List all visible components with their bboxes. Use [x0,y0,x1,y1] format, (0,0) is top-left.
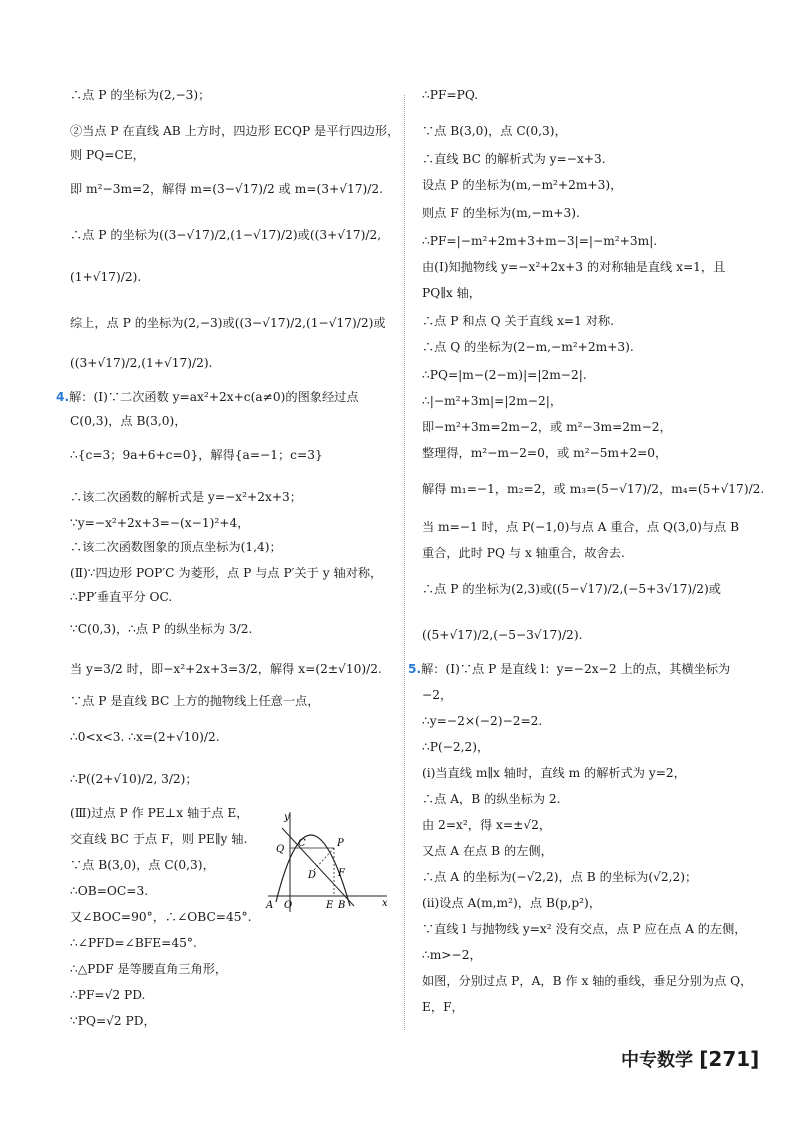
line-text: (1+√17)/2). [70,270,142,284]
right-line [422,314,614,328]
right-line [422,766,686,780]
left-line [70,910,252,924]
right-line [422,234,657,248]
right-line [422,974,752,988]
line-text: (ⅰ)当直线 m∥x 轴时，直线 m 的解析式为 y=2， [422,766,686,780]
right-line [422,628,582,642]
line-text: 当 m=−1 时，点 P(−1,0)与点 A 重合，点 Q(3,0)与点 B [422,520,740,534]
line-text: 即−m²+3m=2m−2，或 m²−3m=2m−2， [422,420,672,434]
footer-title: 中专数学 [621,1050,693,1071]
column-divider [404,95,405,1030]
parabola-figure [262,806,392,916]
left-line [70,316,386,330]
line-text: ∴点 A 的坐标为(−√2,2)，点 B 的坐标为(√2,2)； [422,870,698,884]
right-line [422,394,562,408]
left-line [70,988,145,1002]
line-text: 则 PQ=CE， [70,148,145,162]
line-text: ∴PF=|−m²+2m+3+m−3|=|−m²+3m|. [422,234,658,248]
left-line [70,566,382,580]
right-line [422,582,721,596]
line-text: ∴该二次函数图象的顶点坐标为(1,4)； [70,540,282,554]
left-line [70,590,172,604]
left-line [70,414,187,428]
line-text: 交直线 BC 于点 F，则 PE∥y 轴. [70,832,248,846]
left-line [56,390,359,404]
left-line [70,148,145,162]
line-text: 解得 m₁=−1，m₂=2，或 m₃=(5−√17)/2，m₄=(5+√17)/2. [422,482,765,496]
right-line [422,178,622,192]
line-text: ∴{c=3；9a+6+c=0}，解得{a=−1；c=3} [70,448,323,462]
left-line [70,832,247,846]
line-text: ((5+√17)/2,(−5−3√17)/2). [422,628,583,642]
label-y: y [284,812,290,823]
line-text: ∴PP′垂直平分 OC. [70,590,173,604]
line-text: 即 m²−3m=2，解得 m=(3−√17)/2 或 m=(3+√17)/2. [70,182,383,196]
line-text: ∴y=−2×(−2)−2=2. [422,714,543,728]
line-text: ∴|−m²+3m|=|2m−2|， [422,394,563,408]
line-text: ∵PQ=√2 PD， [70,1014,156,1028]
left-line [70,270,141,284]
label-c: C [298,838,306,849]
label-a: A [266,900,274,911]
line-text: ∵点 B(3,0)，点 C(0,3)， [70,858,215,872]
line-text: (ⅱ)设点 A(m,m²)，点 B(p,p²)， [422,896,602,910]
segment-pd [314,848,334,870]
left-line [70,1014,156,1028]
right-line [422,88,478,102]
line-text: ∴∠PFD=∠BFE=45°. [70,936,197,950]
left-line [70,516,249,530]
line-text: 综上，点 P 的坐标为(2,−3)或((3−√17)/2,(1−√17)/2)或 [70,316,386,330]
line-text: 又点 A 在点 B 的左侧， [422,844,553,858]
line-text: 解：(Ⅰ)∵二次函数 y=ax²+2x+c(a≠0)的图象经过点 [69,390,359,404]
right-line [422,446,667,460]
page-number: 271 [708,1047,751,1071]
left-line [70,182,383,196]
line-text: ∴△PDF 是等腰直角三角形， [70,962,228,976]
right-line [408,662,730,676]
line-text: 整理得，m²−m−2=0，或 m²−5m+2=0， [422,446,668,460]
line-text: ∵点 P 是直线 BC 上方的抛物线上任意一点， [70,694,320,708]
line-text: ∴点 P 的坐标为((3−√17)/2,(1−√17)/2)或((3+√17)/2, [70,228,382,242]
right-line [422,482,764,496]
left-line [70,730,220,744]
label-q: Q [276,844,285,855]
problem-number: 5. [408,662,422,676]
left-line [70,936,197,950]
right-line [422,870,697,884]
line-text: −2， [422,688,453,702]
label-b: B [338,900,346,911]
line-text: C(0,3)，点 B(3,0)， [70,414,187,428]
line-text: ∴点 P 的坐标为(2,−3)； [70,88,211,102]
line-text: ②当点 P 在直线 AB 上方时，四边形 ECQP 是平行四边形， [70,124,400,138]
line-text: 如图，分别过点 P，A，B 作 x 轴的垂线，垂足分别为点 Q， [422,974,753,988]
line-text: ∴0<x<3. ∴x=(2+√10)/2. [70,730,220,744]
line-text: ∵y=−x²+2x+3=−(x−1)²+4， [70,516,250,530]
left-line [70,124,399,138]
label-o: O [284,900,293,911]
line-text: ∴m>−2， [422,948,482,962]
right-line [422,948,482,962]
right-line [422,688,452,702]
line-text: ∴PF=PQ. [422,88,479,102]
left-line [70,806,248,820]
right-line [422,206,580,220]
right-line [422,260,725,274]
line-text: ∴P((2+√10)/2, 3/2)； [70,772,198,786]
line-text: ∴PQ=|m−(2−m)|=|2m−2|. [422,368,587,382]
page-footer: 中专数学 [271] [621,1047,760,1071]
line-text: ∵C(0,3)，∴点 P 的纵坐标为 3/2. [70,622,253,636]
left-line [70,772,198,786]
line-text: 解：(Ⅰ)∵点 P 是直线 l：y=−2x−2 上的点，其横坐标为 [421,662,731,676]
left-line [70,884,148,898]
right-line [422,152,606,166]
label-d: D [308,870,317,881]
left-line [70,622,252,636]
line-text: ∴点 P 和点 Q 关于直线 x=1 对称. [422,314,615,328]
line-text: 又∠BOC=90°，∴∠OBC=45°. [70,910,252,924]
line-text: ∴点 P 的坐标为(2,3)或((5−√17)/2,(−5+3√17)/2)或 [422,582,721,596]
line-text: ∴直线 BC 的解析式为 y=−x+3. [422,152,606,166]
line-text: ∴OB=OC=3. [70,884,149,898]
right-line [422,896,601,910]
line-text: 当 y=3/2 时，即−x²+2x+3=3/2，解得 x=(2±√10)/2. [70,662,382,676]
line-text: (Ⅲ)过点 P 作 PE⊥x 轴于点 E， [70,806,249,820]
line-text: ((3+√17)/2,(1+√17)/2). [70,356,213,370]
right-line [422,740,489,754]
line-text: ∴P(−2,2)， [422,740,490,754]
right-line [422,340,634,354]
label-e: E [326,900,334,911]
line-text: PQ∥x 轴， [422,286,481,300]
line-text: ∴PF=√2 PD. [70,988,146,1002]
left-line [70,962,227,976]
right-line [422,286,481,300]
right-line [422,714,542,728]
line-text: ∵点 B(3,0)，点 C(0,3)， [422,124,567,138]
right-line [422,792,561,806]
problem-number: 4. [56,390,70,404]
right-line [422,546,625,560]
right-line [422,520,739,534]
left-line [70,540,282,554]
left-line [70,356,212,370]
right-line [422,420,672,434]
right-line [422,818,551,832]
left-line [70,694,319,708]
line-text: 由 2=x²，得 x=±√2， [422,818,552,832]
left-line [70,88,210,102]
left-line [70,662,382,676]
line-text: 则点 F 的坐标为(m,−m+3). [422,206,580,220]
line-text: E，F， [422,1000,464,1014]
line-text: ∴点 Q 的坐标为(2−m,−m²+2m+3). [422,340,634,354]
line-text: 由(Ⅰ)知抛物线 y=−x²+2x+3 的对称轴是直线 x=1，且 [422,260,726,274]
label-p: P [337,838,344,849]
line-text: (Ⅱ)∵四边形 POP′C 为菱形，点 P 与点 P′关于 y 轴对称， [70,566,383,580]
label-x: x [382,898,388,909]
right-line [422,1000,464,1014]
right-line [422,922,747,936]
right-line [422,368,587,382]
right-line [422,124,567,138]
line-text: ∴该二次函数的解析式是 y=−x²+2x+3； [70,490,302,504]
line-text: ∴点 A，B 的纵坐标为 2. [422,792,561,806]
left-line [70,228,381,242]
left-line [70,490,302,504]
line-text: 重合，此时 PQ 与 x 轴重合，故舍去. [422,546,625,560]
right-line [422,844,553,858]
label-f: F [338,868,345,879]
line-text: 设点 P 的坐标为(m,−m²+2m+3)， [422,178,623,192]
left-line [70,448,323,462]
left-line [70,858,215,872]
line-text: ∵直线 l 与抛物线 y=x² 没有交点，点 P 应在点 A 的左侧， [422,922,747,936]
